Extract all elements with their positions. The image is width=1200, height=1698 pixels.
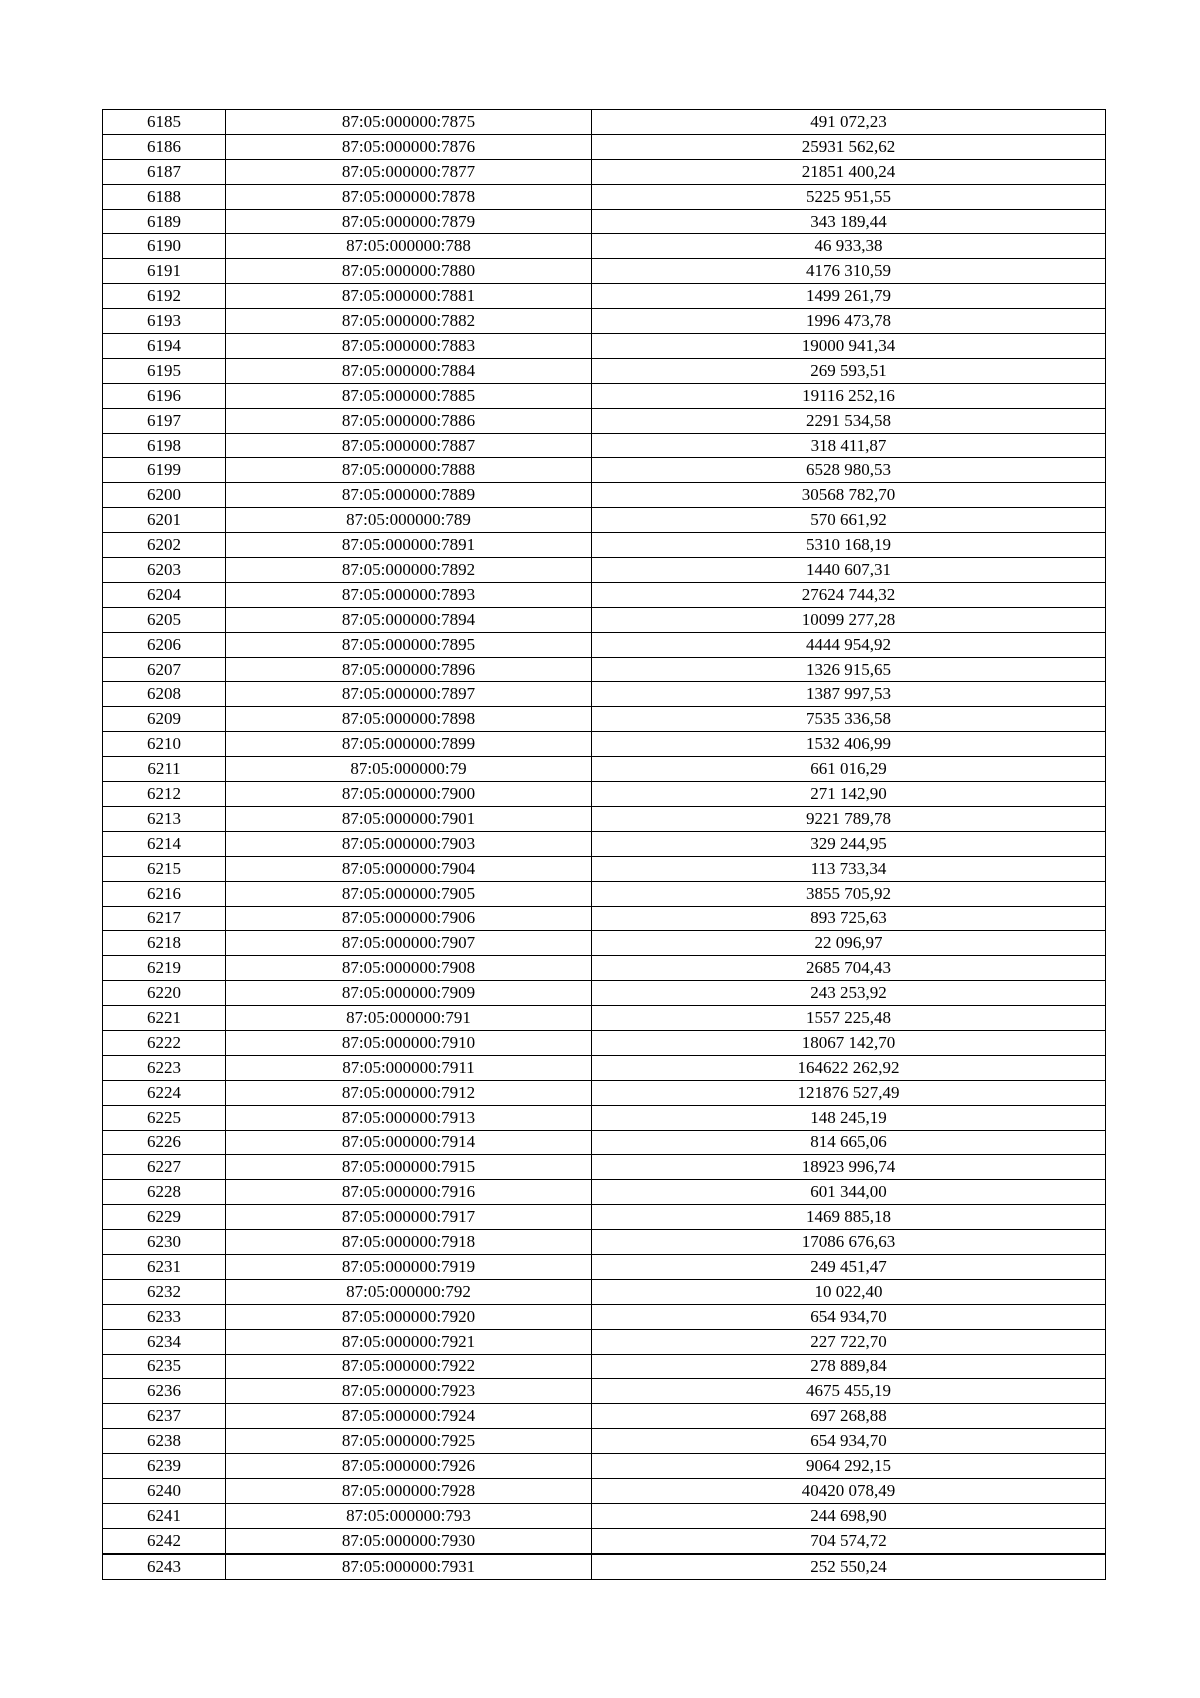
row-number-cell: 6198 [103, 433, 226, 458]
row-number-cell: 6191 [103, 259, 226, 284]
cadastral-number-cell: 87:05:000000:7914 [226, 1130, 592, 1155]
cadastral-value-cell: 271 142,90 [592, 782, 1106, 807]
row-number-cell: 6223 [103, 1055, 226, 1080]
table-row [103, 1329, 1106, 1354]
row-number-cell: 6192 [103, 284, 226, 309]
row-number-cell: 6212 [103, 782, 226, 807]
table-row [103, 806, 1106, 831]
row-number-cell: 6207 [103, 657, 226, 682]
cadastral-value-cell: 697 268,88 [592, 1404, 1106, 1429]
cadastral-number-cell: 87:05:000000:7898 [226, 707, 592, 732]
cadastral-value-cell: 40420 078,49 [592, 1478, 1106, 1503]
table-row [103, 533, 1106, 558]
cadastral-number-cell: 87:05:000000:7919 [226, 1254, 592, 1279]
cadastral-value-cell: 1499 261,79 [592, 284, 1106, 309]
cadastral-value-cell: 7535 336,58 [592, 707, 1106, 732]
table-row [103, 981, 1106, 1006]
table-row [103, 1429, 1106, 1454]
table-row [103, 931, 1106, 956]
table-row [103, 234, 1106, 259]
table-row [103, 632, 1106, 657]
table-row [103, 906, 1106, 931]
cadastral-value-cell: 10 022,40 [592, 1279, 1106, 1304]
cadastral-value-cell: 4444 954,92 [592, 632, 1106, 657]
row-number-cell: 6185 [103, 110, 226, 135]
row-number-cell: 6236 [103, 1379, 226, 1404]
cadastral-value-cell: 5225 951,55 [592, 184, 1106, 209]
row-number-cell: 6222 [103, 1030, 226, 1055]
cadastral-number-cell: 87:05:000000:7881 [226, 284, 592, 309]
cadastral-number-cell: 87:05:000000:788 [226, 234, 592, 259]
cadastral-number-cell: 87:05:000000:7888 [226, 458, 592, 483]
row-number-cell: 6228 [103, 1180, 226, 1205]
table-row [103, 956, 1106, 981]
cadastral-value-cell: 570 661,92 [592, 508, 1106, 533]
cadastral-value-cell: 1387 997,53 [592, 682, 1106, 707]
cadastral-number-cell: 87:05:000000:7923 [226, 1379, 592, 1404]
table-row [103, 1205, 1106, 1230]
row-number-cell: 6214 [103, 831, 226, 856]
cadastral-value-cell: 1532 406,99 [592, 732, 1106, 757]
cadastral-value-cell: 164622 262,92 [592, 1055, 1106, 1080]
row-number-cell: 6186 [103, 134, 226, 159]
cadastral-number-cell: 87:05:000000:7879 [226, 209, 592, 234]
table-row [103, 159, 1106, 184]
row-number-cell: 6235 [103, 1354, 226, 1379]
cadastral-value-cell: 893 725,63 [592, 906, 1106, 931]
table-row [103, 1554, 1106, 1579]
table-row [103, 1006, 1106, 1031]
cadastral-value-cell: 654 934,70 [592, 1429, 1106, 1454]
table-row [103, 110, 1106, 135]
cadastral-value-cell: 3855 705,92 [592, 881, 1106, 906]
cadastral-value-cell: 318 411,87 [592, 433, 1106, 458]
table-body [103, 110, 1106, 1580]
row-number-cell: 6224 [103, 1080, 226, 1105]
cadastral-number-cell: 87:05:000000:7896 [226, 657, 592, 682]
cadastral-number-cell: 87:05:000000:7907 [226, 931, 592, 956]
cadastral-value-cell: 661 016,29 [592, 757, 1106, 782]
cadastral-number-cell: 87:05:000000:7885 [226, 383, 592, 408]
row-number-cell: 6234 [103, 1329, 226, 1354]
cadastral-value-cell: 814 665,06 [592, 1130, 1106, 1155]
table-row [103, 707, 1106, 732]
cadastral-value-cell: 18923 996,74 [592, 1155, 1106, 1180]
cadastral-number-cell: 87:05:000000:7883 [226, 334, 592, 359]
table-row [103, 1230, 1106, 1255]
row-number-cell: 6202 [103, 533, 226, 558]
cadastral-value-cell: 46 933,38 [592, 234, 1106, 259]
table-row [103, 757, 1106, 782]
cadastral-value-cell: 5310 168,19 [592, 533, 1106, 558]
cadastral-number-cell: 87:05:000000:7886 [226, 408, 592, 433]
cadastral-number-cell: 87:05:000000:7926 [226, 1454, 592, 1479]
table-row [103, 209, 1106, 234]
cadastral-value-cell: 654 934,70 [592, 1304, 1106, 1329]
row-number-cell: 6221 [103, 1006, 226, 1031]
row-number-cell: 6225 [103, 1105, 226, 1130]
row-number-cell: 6197 [103, 408, 226, 433]
row-number-cell: 6237 [103, 1404, 226, 1429]
row-number-cell: 6195 [103, 358, 226, 383]
table-row [103, 1454, 1106, 1479]
row-number-cell: 6215 [103, 856, 226, 881]
row-number-cell: 6210 [103, 732, 226, 757]
cadastral-number-cell: 87:05:000000:7892 [226, 558, 592, 583]
row-number-cell: 6187 [103, 159, 226, 184]
cadastral-number-cell: 87:05:000000:789 [226, 508, 592, 533]
cadastral-number-cell: 87:05:000000:79 [226, 757, 592, 782]
cadastral-value-cell: 227 722,70 [592, 1329, 1106, 1354]
cadastral-number-cell: 87:05:000000:7921 [226, 1329, 592, 1354]
row-number-cell: 6233 [103, 1304, 226, 1329]
row-number-cell: 6188 [103, 184, 226, 209]
cadastral-number-cell: 87:05:000000:793 [226, 1503, 592, 1528]
table-row [103, 1180, 1106, 1205]
cadastral-value-cell: 148 245,19 [592, 1105, 1106, 1130]
row-number-cell: 6240 [103, 1478, 226, 1503]
row-number-cell: 6204 [103, 582, 226, 607]
row-number-cell: 6205 [103, 607, 226, 632]
cadastral-value-cell: 4675 455,19 [592, 1379, 1106, 1404]
cadastral-value-cell: 704 574,72 [592, 1528, 1106, 1553]
table-row [103, 1254, 1106, 1279]
cadastral-value-cell: 113 733,34 [592, 856, 1106, 881]
table-row [103, 1030, 1106, 1055]
table-row [103, 383, 1106, 408]
row-number-cell: 6230 [103, 1230, 226, 1255]
table-row [103, 558, 1106, 583]
row-number-cell: 6239 [103, 1454, 226, 1479]
cadastral-number-cell: 87:05:000000:7894 [226, 607, 592, 632]
row-number-cell: 6193 [103, 309, 226, 334]
cadastral-value-cell: 2291 534,58 [592, 408, 1106, 433]
cadastral-value-cell: 1996 473,78 [592, 309, 1106, 334]
cadastral-number-cell: 87:05:000000:7928 [226, 1478, 592, 1503]
cadastral-number-cell: 87:05:000000:7925 [226, 1429, 592, 1454]
cadastral-number-cell: 87:05:000000:7930 [226, 1528, 592, 1553]
table-row [103, 1155, 1106, 1180]
cadastral-value-cell: 19116 252,16 [592, 383, 1106, 408]
cadastral-number-cell: 87:05:000000:7884 [226, 358, 592, 383]
row-number-cell: 6226 [103, 1130, 226, 1155]
cadastral-number-cell: 87:05:000000:7904 [226, 856, 592, 881]
cadastral-value-cell: 491 072,23 [592, 110, 1106, 135]
table-row [103, 309, 1106, 334]
cadastral-number-cell: 87:05:000000:7912 [226, 1080, 592, 1105]
cadastral-number-cell: 87:05:000000:7908 [226, 956, 592, 981]
cadastral-value-cell: 1469 885,18 [592, 1205, 1106, 1230]
cadastral-number-cell: 87:05:000000:7918 [226, 1230, 592, 1255]
table-row [103, 682, 1106, 707]
row-number-cell: 6219 [103, 956, 226, 981]
table-row [103, 1105, 1106, 1130]
row-number-cell: 6227 [103, 1155, 226, 1180]
table-row [103, 1080, 1106, 1105]
cadastral-number-cell: 87:05:000000:7931 [226, 1554, 592, 1579]
row-number-cell: 6194 [103, 334, 226, 359]
cadastral-number-cell: 87:05:000000:7887 [226, 433, 592, 458]
table-row [103, 607, 1106, 632]
cadastral-number-cell: 87:05:000000:792 [226, 1279, 592, 1304]
cadastral-value-cell: 9221 789,78 [592, 806, 1106, 831]
row-number-cell: 6232 [103, 1279, 226, 1304]
cadastral-value-cell: 1557 225,48 [592, 1006, 1106, 1031]
cadastral-value-cell: 278 889,84 [592, 1354, 1106, 1379]
row-number-cell: 6243 [103, 1554, 226, 1579]
cadastral-value-cell: 329 244,95 [592, 831, 1106, 856]
row-number-cell: 6200 [103, 483, 226, 508]
cadastral-value-cell: 601 344,00 [592, 1180, 1106, 1205]
cadastral-number-cell: 87:05:000000:7916 [226, 1180, 592, 1205]
table-row [103, 1528, 1106, 1553]
cadastral-value-cell: 252 550,24 [592, 1554, 1106, 1579]
table-row [103, 408, 1106, 433]
cadastral-number-cell: 87:05:000000:7924 [226, 1404, 592, 1429]
cadastral-number-cell: 87:05:000000:7905 [226, 881, 592, 906]
table-row [103, 1379, 1106, 1404]
cadastral-value-cell: 4176 310,59 [592, 259, 1106, 284]
table-row [103, 358, 1106, 383]
cadastral-number-cell: 87:05:000000:7900 [226, 782, 592, 807]
cadastral-value-cell: 30568 782,70 [592, 483, 1106, 508]
cadastral-number-cell: 87:05:000000:7906 [226, 906, 592, 931]
row-number-cell: 6242 [103, 1528, 226, 1553]
table-row [103, 856, 1106, 881]
cadastral-value-cell: 27624 744,32 [592, 582, 1106, 607]
cadastral-value-cell: 249 451,47 [592, 1254, 1106, 1279]
table-row [103, 184, 1106, 209]
row-number-cell: 6189 [103, 209, 226, 234]
row-number-cell: 6229 [103, 1205, 226, 1230]
cadastral-value-cell: 343 189,44 [592, 209, 1106, 234]
table-row [103, 1404, 1106, 1429]
cadastral-number-cell: 87:05:000000:7903 [226, 831, 592, 856]
row-number-cell: 6190 [103, 234, 226, 259]
row-number-cell: 6213 [103, 806, 226, 831]
cadastral-number-cell: 87:05:000000:7901 [226, 806, 592, 831]
table-row [103, 1304, 1106, 1329]
table-row [103, 1478, 1106, 1503]
table-row [103, 334, 1106, 359]
row-number-cell: 6206 [103, 632, 226, 657]
row-number-cell: 6241 [103, 1503, 226, 1528]
cadastral-number-cell: 87:05:000000:7915 [226, 1155, 592, 1180]
row-number-cell: 6231 [103, 1254, 226, 1279]
table-row [103, 1055, 1106, 1080]
cadastral-value-cell: 10099 277,28 [592, 607, 1106, 632]
row-number-cell: 6196 [103, 383, 226, 408]
row-number-cell: 6203 [103, 558, 226, 583]
cadastral-value-cell: 2685 704,43 [592, 956, 1106, 981]
row-number-cell: 6218 [103, 931, 226, 956]
cadastral-number-cell: 87:05:000000:7895 [226, 632, 592, 657]
cadastral-value-cell: 1440 607,31 [592, 558, 1106, 583]
table-row [103, 458, 1106, 483]
row-number-cell: 6238 [103, 1429, 226, 1454]
cadastral-value-cell: 121876 527,49 [592, 1080, 1106, 1105]
table-row [103, 284, 1106, 309]
table-row [103, 782, 1106, 807]
cadastral-number-cell: 87:05:000000:7913 [226, 1105, 592, 1130]
cadastral-number-cell: 87:05:000000:7876 [226, 134, 592, 159]
cadastral-value-table [102, 109, 1106, 1580]
row-number-cell: 6208 [103, 682, 226, 707]
row-number-cell: 6220 [103, 981, 226, 1006]
cadastral-value-cell: 6528 980,53 [592, 458, 1106, 483]
table-row [103, 582, 1106, 607]
table-row [103, 483, 1106, 508]
row-number-cell: 6209 [103, 707, 226, 732]
cadastral-number-cell: 87:05:000000:7911 [226, 1055, 592, 1080]
table-row [103, 508, 1106, 533]
cadastral-number-cell: 87:05:000000:7920 [226, 1304, 592, 1329]
cadastral-number-cell: 87:05:000000:7891 [226, 533, 592, 558]
cadastral-number-cell: 87:05:000000:7880 [226, 259, 592, 284]
cadastral-number-cell: 87:05:000000:7875 [226, 110, 592, 135]
cadastral-number-cell: 87:05:000000:7878 [226, 184, 592, 209]
cadastral-value-cell: 17086 676,63 [592, 1230, 1106, 1255]
table-row [103, 881, 1106, 906]
cadastral-value-cell: 269 593,51 [592, 358, 1106, 383]
cadastral-number-cell: 87:05:000000:7917 [226, 1205, 592, 1230]
cadastral-number-cell: 87:05:000000:7893 [226, 582, 592, 607]
cadastral-number-cell: 87:05:000000:7910 [226, 1030, 592, 1055]
cadastral-number-cell: 87:05:000000:7922 [226, 1354, 592, 1379]
table-row [103, 259, 1106, 284]
cadastral-number-cell: 87:05:000000:791 [226, 1006, 592, 1031]
cadastral-value-cell: 18067 142,70 [592, 1030, 1106, 1055]
cadastral-number-cell: 87:05:000000:7877 [226, 159, 592, 184]
cadastral-number-cell: 87:05:000000:7909 [226, 981, 592, 1006]
row-number-cell: 6217 [103, 906, 226, 931]
table-row [103, 1130, 1106, 1155]
cadastral-number-cell: 87:05:000000:7882 [226, 309, 592, 334]
table-row [103, 732, 1106, 757]
cadastral-value-cell: 1326 915,65 [592, 657, 1106, 682]
table-row [103, 1354, 1106, 1379]
cadastral-number-cell: 87:05:000000:7889 [226, 483, 592, 508]
cadastral-value-cell: 19000 941,34 [592, 334, 1106, 359]
row-number-cell: 6201 [103, 508, 226, 533]
row-number-cell: 6211 [103, 757, 226, 782]
cadastral-value-cell: 25931 562,62 [592, 134, 1106, 159]
cadastral-number-cell: 87:05:000000:7897 [226, 682, 592, 707]
row-number-cell: 6216 [103, 881, 226, 906]
table-row [103, 1503, 1106, 1528]
table-row [103, 831, 1106, 856]
row-number-cell: 6199 [103, 458, 226, 483]
cadastral-value-cell: 9064 292,15 [592, 1454, 1106, 1479]
cadastral-value-cell: 244 698,90 [592, 1503, 1106, 1528]
cadastral-value-cell: 21851 400,24 [592, 159, 1106, 184]
table-row [103, 134, 1106, 159]
table-row [103, 1279, 1106, 1304]
cadastral-number-cell: 87:05:000000:7899 [226, 732, 592, 757]
cadastral-value-cell: 243 253,92 [592, 981, 1106, 1006]
cadastral-value-cell: 22 096,97 [592, 931, 1106, 956]
table-row [103, 657, 1106, 682]
table-row [103, 433, 1106, 458]
